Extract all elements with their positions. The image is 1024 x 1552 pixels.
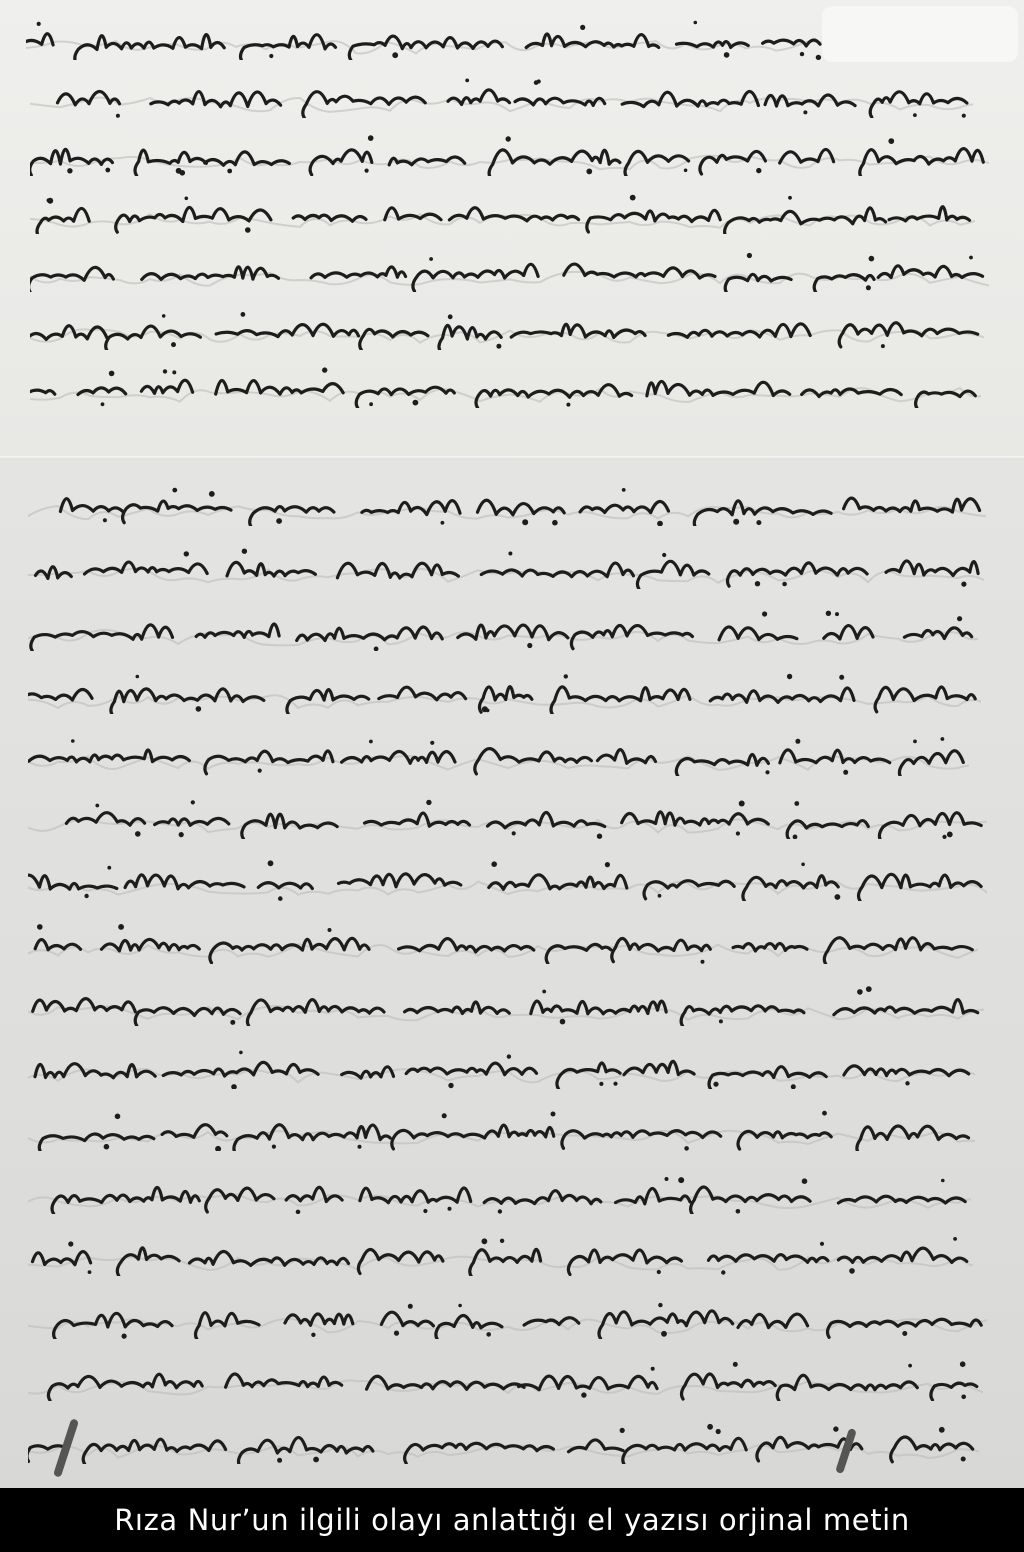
image-caption — [0, 1488, 1024, 1552]
upper-handwritten-line — [30, 188, 975, 234]
upper-handwritten-line — [30, 72, 973, 118]
lower-handwritten-line — [28, 980, 984, 1026]
lower-handwritten-line — [28, 855, 987, 901]
lower-handwritten-line — [28, 480, 986, 526]
caption-text: Rıza Nur’un ilgili olayı anlattığı el yazısı orjinal metin — [114, 1503, 910, 1537]
lower-handwritten-line — [28, 1168, 971, 1214]
lower-handwritten-line — [28, 1230, 973, 1276]
lower-handwritten-line — [28, 1293, 987, 1339]
lower-handwritten-line — [28, 543, 984, 589]
lower-handwritten-line — [28, 1418, 979, 1464]
lower-handwritten-line — [28, 730, 969, 776]
upper-handwritten-line — [26, 14, 826, 60]
upper-handwritten-line — [30, 362, 981, 408]
lower-handwritten-line — [28, 1105, 975, 1151]
lower-handwritten-line — [28, 793, 987, 839]
lower-handwritten-line — [28, 1355, 983, 1401]
lower-handwritten-line — [28, 605, 978, 651]
upper-handwritten-line — [30, 246, 989, 292]
redacted-corner — [822, 6, 1018, 62]
upper-handwritten-line — [30, 304, 984, 350]
lower-handwritten-line — [28, 668, 981, 714]
upper-manuscript-fragment — [0, 0, 1024, 458]
lower-handwritten-line — [28, 918, 978, 964]
lower-manuscript-fragment — [0, 460, 1024, 1488]
lower-handwritten-line — [28, 1043, 975, 1089]
upper-handwritten-line — [30, 130, 989, 176]
